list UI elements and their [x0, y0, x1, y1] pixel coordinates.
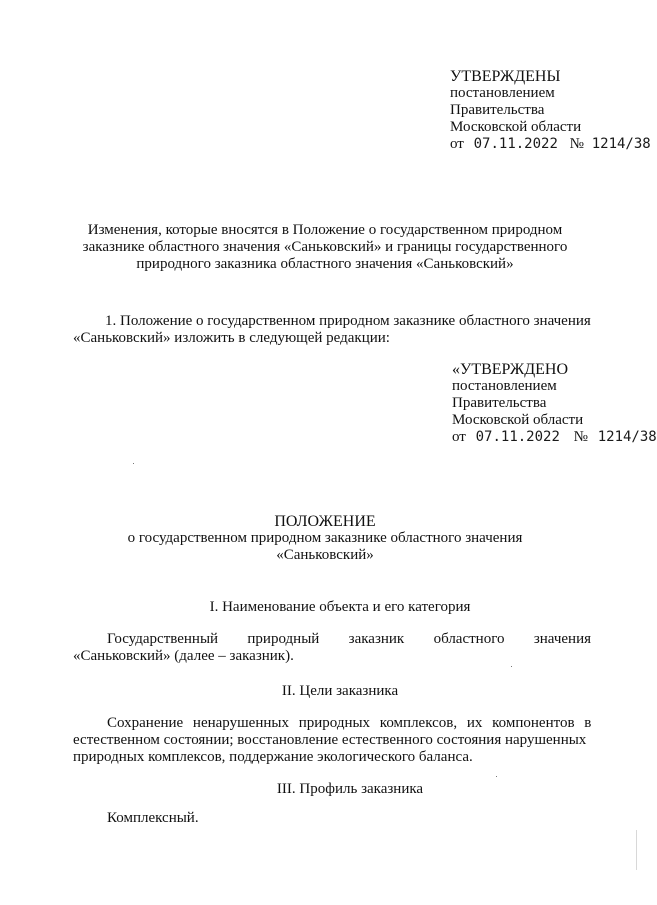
point-1-line-1: 1. Положение о государственном природном заказнике областного значения — [105, 313, 591, 329]
approval-line: постановлением — [450, 85, 555, 101]
word: заказник — [348, 631, 405, 647]
point-1-line-2: «Саньковский» изложить в следующей редакции: — [73, 330, 390, 346]
section-2-heading: II. Цели заказника — [281, 683, 399, 699]
regulation-title: ПОЛОЖЕНИЕ — [274, 513, 376, 530]
regulation-subtitle: о государственном природном заказнике областного значения — [127, 530, 523, 546]
approval-title: УТВЕРЖДЕНЫ — [450, 68, 561, 85]
number-sign: № — [569, 136, 584, 152]
approval-date: 07.11.2022 — [475, 429, 560, 445]
section-1-line-2: «Саньковский» (далее – заказник). — [73, 648, 294, 664]
approval-line: Правительства — [452, 395, 547, 411]
regulation-title-block — [60, 513, 590, 564]
date-prefix: от — [450, 136, 464, 152]
scan-speck — [496, 776, 497, 777]
word: областного — [433, 631, 505, 647]
approval-line: постановлением — [452, 378, 557, 394]
section-2-line-1: Сохранение ненарушенных природных комплексов, их компонентов в — [107, 715, 592, 731]
heading-line: природного заказника областного значения «Саньковский» — [136, 256, 514, 272]
number-sign: № — [573, 429, 588, 445]
heading-line: заказнике областного значения «Саньковский» и границы государственного — [82, 239, 568, 255]
approval-title: «УТВЕРЖДЕНО — [452, 361, 569, 378]
approval-line: Московской области — [452, 412, 584, 428]
scan-speck — [636, 830, 637, 870]
date-prefix: от — [452, 429, 466, 445]
word: природный — [247, 631, 320, 647]
scan-speck — [133, 463, 134, 464]
section-3-text: Комплексный. — [107, 810, 199, 826]
approval-number: 1214/38 — [591, 136, 651, 152]
approval-date-line — [452, 429, 657, 446]
changes-heading — [60, 222, 590, 273]
section-1-line-1 — [107, 631, 591, 648]
approval-date-line — [450, 136, 651, 153]
approval-number: 1214/38 — [597, 429, 657, 445]
approval-date: 07.11.2022 — [473, 136, 558, 152]
section-3-heading: III. Профиль заказника — [276, 781, 424, 797]
section-2-line-2: естественном состоянии; восстановление естественного состояния нарушенных — [73, 732, 587, 748]
approval-block-inner — [452, 361, 657, 446]
approval-block-top — [450, 68, 651, 153]
word: значения — [533, 631, 591, 647]
scan-speck — [511, 666, 512, 667]
approval-line: Московской области — [450, 119, 582, 135]
approval-line: Правительства — [450, 102, 545, 118]
word: Государственный — [107, 631, 219, 647]
section-1-heading: I. Наименование объекта и его категория — [209, 599, 471, 615]
section-2-line-3: природных комплексов, поддержание экологического баланса. — [73, 749, 473, 765]
regulation-subtitle: «Саньковский» — [276, 547, 374, 563]
heading-line: Изменения, которые вносятся в Положение о государственном природном — [87, 222, 563, 238]
